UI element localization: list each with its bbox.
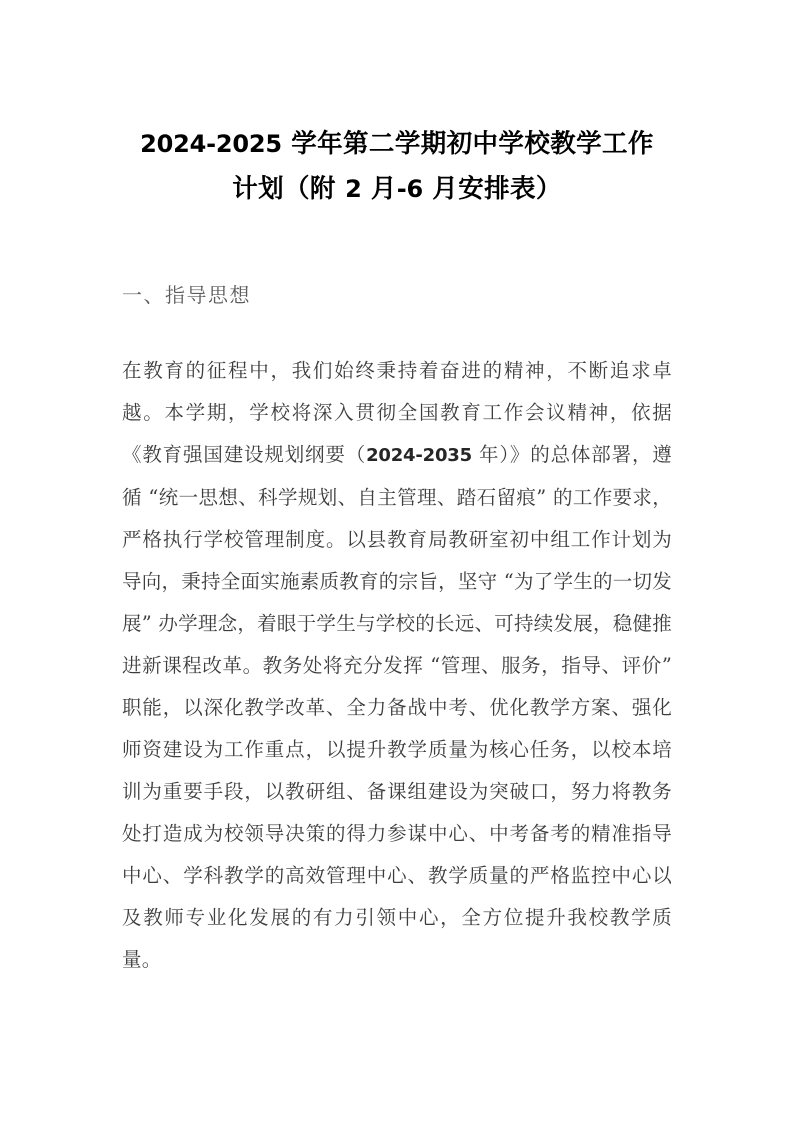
title-school-year-range: 2024-2025 bbox=[140, 130, 282, 158]
document-content-column bbox=[122, 0, 672, 981]
page-title bbox=[122, 0, 672, 212]
title-line-1 bbox=[122, 122, 672, 167]
title-line-2-suffix: 月安排表） bbox=[423, 174, 562, 204]
section-heading-guiding-ideology: 一、指导思想 bbox=[122, 283, 251, 307]
title-month-start: 2 bbox=[345, 175, 362, 203]
title-line-2-middle: 月 bbox=[361, 174, 397, 204]
title-line-2-prefix: 计划（附 bbox=[232, 174, 346, 204]
title-line-1-text: 学年第二学期初中学校教学工作 bbox=[281, 129, 654, 159]
paragraph-year-range-2024-2035: 2024-2035 bbox=[366, 445, 472, 466]
paragraph-text-part-2: 年）》的总体部署，遵循 “统一思想、科学规划、自主管理、踏石留痕” 的工作要求，严格执行学校管理制度。以县教育局教研室初中组工作计划为导向，秉持全面实施素质教育的宗旨，坚守 “为了学生的一切发展” 办学理念，着眼于学生与学校的长远、可持续发展，稳健推进新课程改革。教务处将充分发挥 “管理、服务，指导、评价” 职能，以深化教学改革、全力备战中考、优化教学方案、强化师资建设为工作重点，以提升教学质量为核心任务，以校本培训为重要手段，以教研组、备课组建设为突破口，努力将教务处打造成为校领导决策的得力参谋中心、中考备考的精准指导中心、学科教学的高效管理中心、教学质量的严格监控中心以及教师专业化发展的有力引领中心，全方位提升我校教学质量。 bbox=[122, 443, 672, 971]
title-month-end: -6 bbox=[396, 175, 424, 203]
paragraph-text-part-1: 在教育的征程中，我们始终秉持着奋进的精神，不断追求卓越。本学期，学校将深入贯彻全国教育工作会议精神，依据《教育强国建设规划纲要（ bbox=[122, 359, 672, 466]
body-paragraph-guiding-ideology bbox=[122, 310, 672, 981]
title-line-2 bbox=[122, 167, 672, 212]
